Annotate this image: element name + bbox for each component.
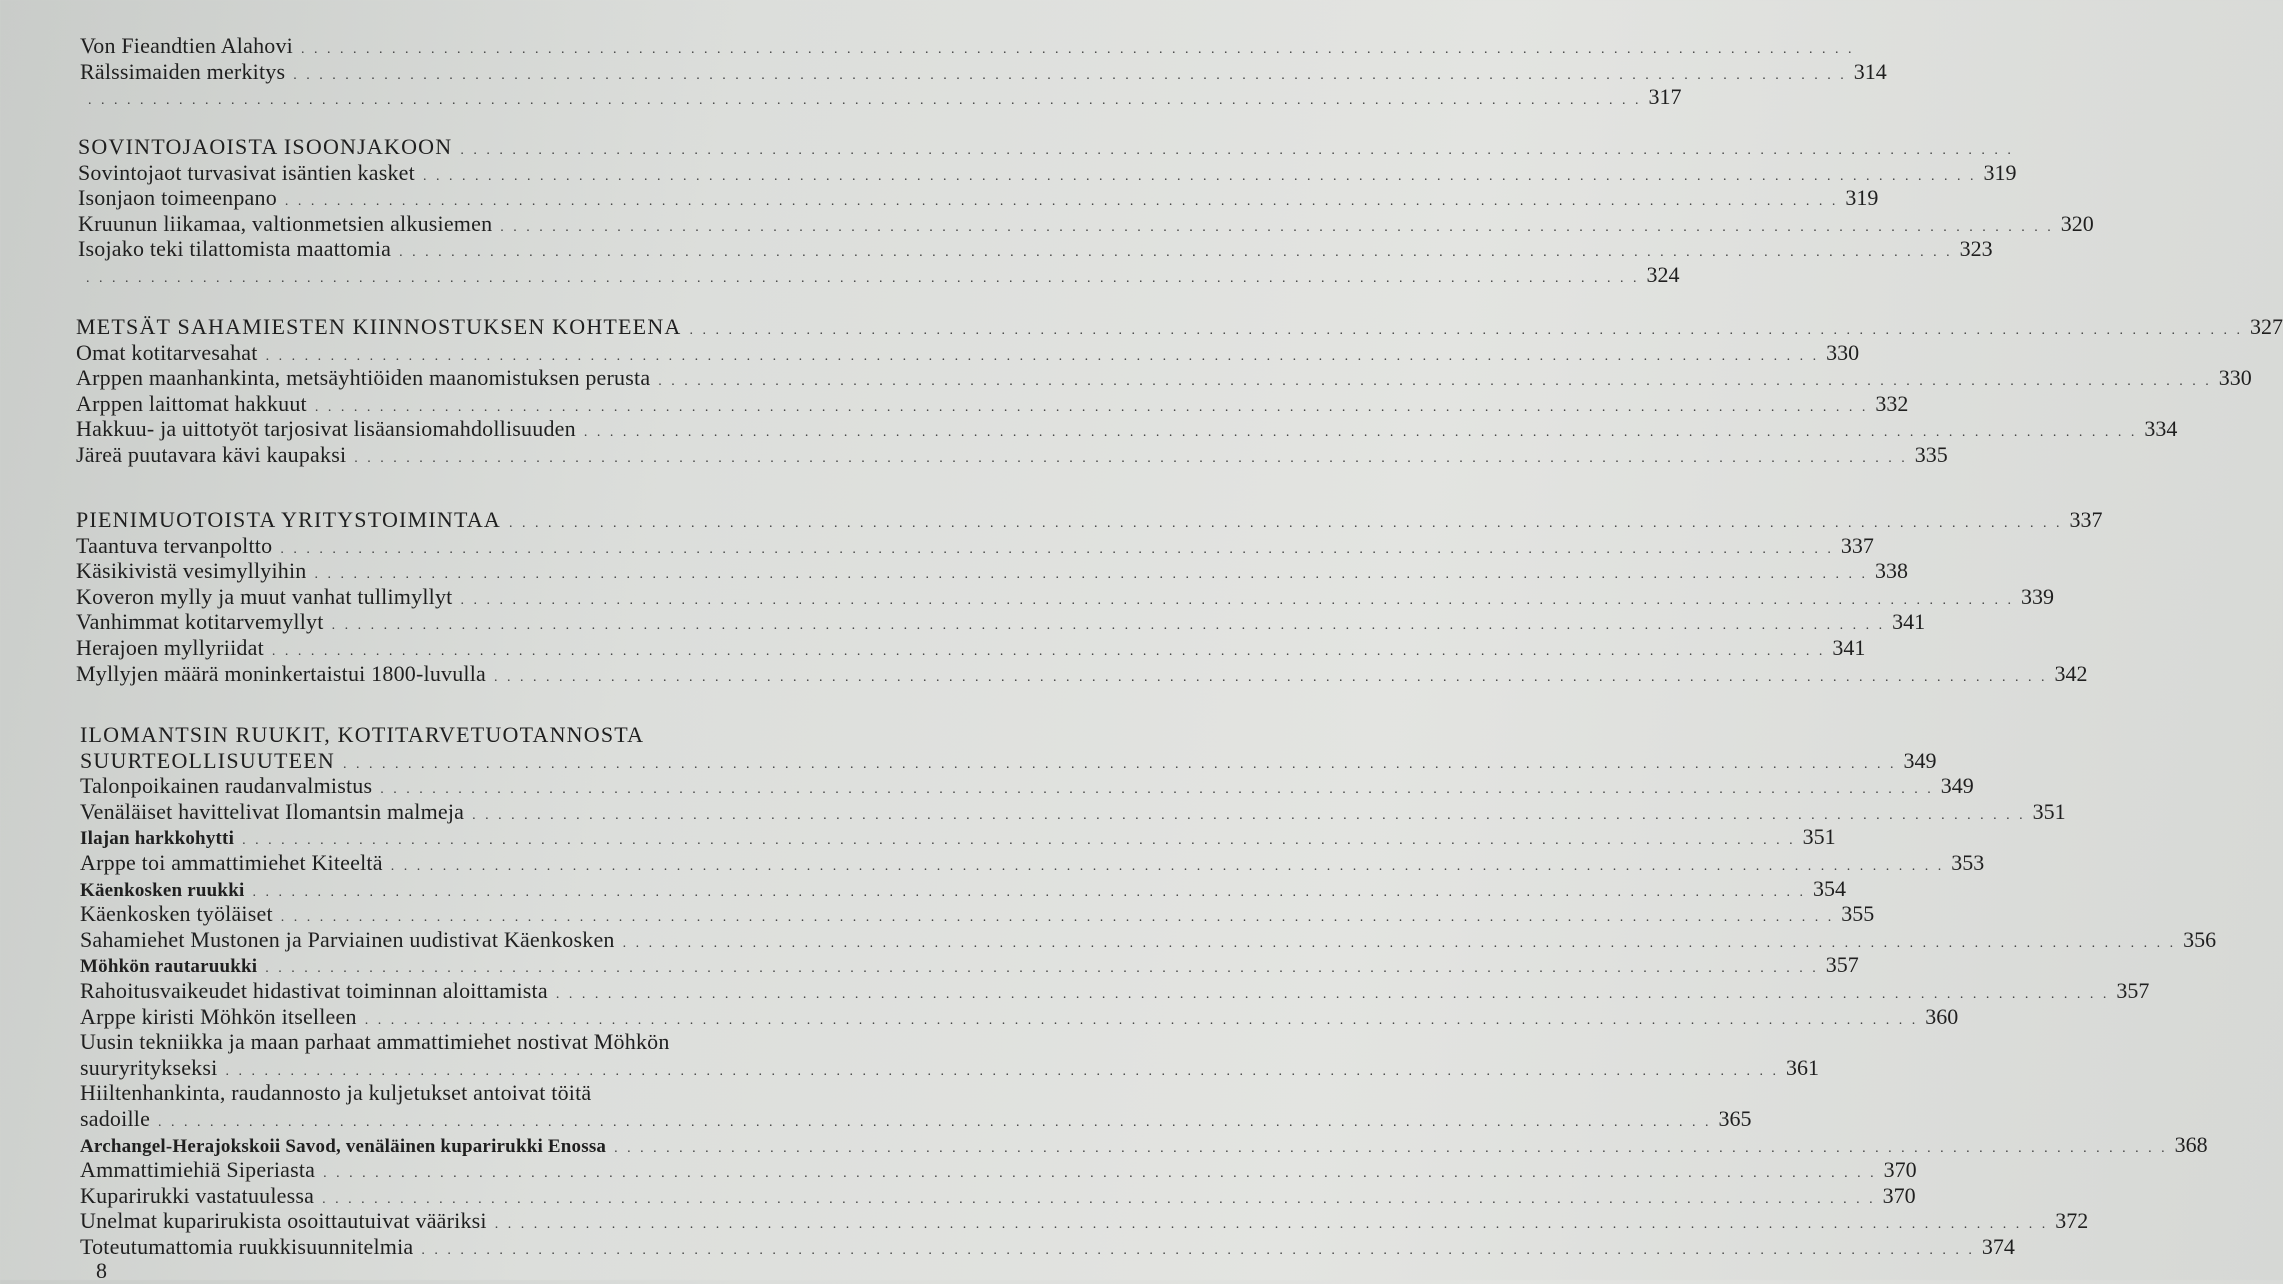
toc-page-number: 361 — [1785, 1054, 1819, 1080]
toc-page-number: 370 — [1882, 1182, 1916, 1208]
dot-leader: . . . . . . . . . . . . . . . . . . . . . . . . . . . . . . . . . . . . . . . . . . . . . . . . . . . . . . . . . . . . . . . . . . . . . . . . . . . . . . . . . . . . . . . . . . . . . . . . . . . . . . . . . . . . . . . . . . . . . . . . — [314, 567, 1868, 583]
toc-entry — [80, 1157, 1917, 1183]
toc-entry — [80, 1208, 2089, 1234]
toc-entry-title: Toteutumattomia ruukkisuunnitelmia — [80, 1233, 414, 1259]
toc-page-number: 356 — [2183, 926, 2217, 952]
toc-entry — [80, 952, 1859, 978]
toc-entry — [80, 773, 1974, 799]
toc-page-number: 338 — [1875, 558, 1908, 584]
dot-leader: . . . . . . . . . . . . . . . . . . . . . . . . . . . . . . . . . . . . . . . . . . . . . . . . . . . . . . . . . . . . . . . . . . . . . . . . . . . . . . . . . . . . . . . . . . . . . . . . . . . . . . . . . . . . . . . . . . . . . . . . — [271, 643, 1826, 659]
toc-entry — [76, 558, 1908, 584]
dot-leader: . . . . . . . . . . . . . . . . . . . . . . . . . . . . . . . . . . . . . . . . . . . . . . . . . . . . . . . . . . . . . . . . . . . . . . . . . . . . . . . . . . . . . . . . . . . . . . . . . . . . . . . . . . . . . . . . . . . . . . . . — [380, 782, 1934, 798]
dot-leader: . . . . . . . . . . . . . . . . . . . . . . . . . . . . . . . . . . . . . . . . . . . . . . . . . . . . . . . . . . . . . . . . . . . . . . . . . . . . . . . . . . . . . . . . . . . . . . . . . . . . . . . . . . . . . . . . . . . . . . . . — [460, 592, 2014, 608]
toc-page-number: 341 — [1832, 634, 1866, 660]
toc-entry — [80, 84, 1682, 110]
toc-entry — [80, 798, 2066, 825]
toc-entry — [80, 58, 1887, 85]
dot-leader: . . . . . . . . . . . . . . . . . . . . . . . . . . . . . . . . . . . . . . . . . . . . . . . . . . . . . . . . . . . . . . . . . . . . . . . . . . . . . . . . . . . . . . . . . . . . . . . . . . . . . . . . . . . . . . . . . . . . . . . . — [583, 425, 2138, 441]
toc-entry-title: Kuparirukki vastatuulessa — [80, 1182, 315, 1208]
toc-entry-title: METSÄT SAHAMIESTEN KIINNOSTUKSEN KOHTEENA — [76, 314, 682, 339]
dot-leader: . . . . . . . . . . . . . . . . . . . . . . . . . . . . . . . . . . . . . . . . . . . . . . . . . . . . . . . . . . . . . . . . . . . . . . . . . . . . . . . . . . . . . . . . . . . . . . . . . . . . . . . . . . . . . . . . . . . . . . . . — [86, 270, 1640, 286]
dot-leader: . . . . . . . . . . . . . . . . . . . . . . . . . . . . . . . . . . . . . . . . . . . . . . . . . . . . . . . . . . . . . . . . . . . . . . . . . . . . . . . . . . . . . . . . . . . . . . . . . . . . . . . . . . . . . . . . . . . . . . . . — [500, 219, 2054, 235]
toc-entry-title: Uusin tekniikka ja maan parhaat ammattimiehet nostivat Möhkön — [80, 1029, 670, 1055]
dot-leader: . . . . . . . . . . . . . . . . . . . . . . . . . . . . . . . . . . . . . . . . . . . . . . . . . . . . . . . . . . . . . . . . . . . . . . . . . . . . . . . . . . . . . . . . . . . . . . . . . . . . . . . . . . . . . . . . . . . . . . . . — [472, 807, 2026, 823]
toc-entry-title: Venäläiset havittelivat Ilomantsin malmeja — [80, 798, 465, 824]
toc-entry — [76, 609, 1926, 635]
toc-entry — [76, 532, 1874, 559]
toc-entry-title: Arppen laittomat hakkuut — [76, 390, 307, 416]
dot-leader: . . . . . . . . . . . . . . . . . . . . . . . . . . . . . . . . . . . . . . . . . . . . . . . . . . . . . . . . . . . . . . . . . . . . . . . . . . . . . . . . . . . . . . . . . . . . . . . . . . . . . . . . . . . . . . . . . . . . . . . . — [88, 93, 1642, 109]
toc-entry — [80, 33, 1855, 59]
dot-leader: . . . . . . . . . . . . . . . . . . . . . . . . . . . . . . . . . . . . . . . . . . . . . . . . . . . . . . . . . . . . . . . . . . . . . . . . . . . . . . . . . . . . . . . . . . . . . . . . . . . . . . . . . . . . . . . . . . . . . . . . — [689, 323, 2243, 338]
toc-heading — [78, 134, 2014, 160]
toc-page-number: 319 — [1983, 159, 2017, 185]
dot-leader: . . . . . . . . . . . . . . . . . . . . . . . . . . . . . . . . . . . . . . . . . . . . . . . . . . . . . . . . . . . . . . . . . . . . . . . . . . . . . . . . . . . . . . . . . . . . . . . . . . . . . . . . . . . . . . . . . . . . . . . . — [399, 245, 1953, 261]
dot-leader: . . . . . . . . . . . . . . . . . . . . . . . . . . . . . . . . . . . . . . . . . . . . . . . . . . . . . . . . . . . . . . . . . . . . . . . . . . . . . . . . . . . . . . . . . . . . . . . . . . . . . . . . . . . . . . . . . . . . . . . . — [494, 1217, 2049, 1233]
toc-heading — [76, 314, 2283, 340]
toc-heading — [76, 507, 2103, 533]
toc-entry — [80, 1054, 1819, 1081]
toc-page-number: 319 — [1845, 185, 1879, 211]
toc-entry — [80, 901, 1875, 927]
toc-section — [76, 507, 2103, 686]
toc-page-number: 351 — [1802, 824, 1836, 850]
toc-entry-title: SUURTEOLLISUUTEEN — [80, 747, 335, 773]
dot-leader: . . . . . . . . . . . . . . . . . . . . . . . . . . . . . . . . . . . . . . . . . . . . . . . . . . . . . . . . . . . . . . . . . . . . . . . . . . . . . . . . . . . . . . . . . . . . . . . . . . . . . . . . . . . . . . . . . . . . . . . . — [331, 618, 1886, 634]
dot-leader: . . . . . . . . . . . . . . . . . . . . . . . . . . . . . . . . . . . . . . . . . . . . . . . . . . . . . . . . . . . . . . . . . . . . . . . . . . . . . . . . . . . . . . . . . . . . . . . . . . . . . . . . . . . . . . . . . . . . . . . . — [242, 833, 1796, 849]
toc-entry-title: Koveron mylly ja muut vanhat tullimyllyt — [76, 583, 453, 609]
toc-entry — [80, 1080, 850, 1106]
toc-page-number: 349 — [1903, 747, 1937, 773]
toc-entry — [76, 339, 1860, 366]
toc-section — [80, 33, 1887, 110]
toc-entry-title: Järeä puutavara kävi kaupaksi — [76, 441, 347, 467]
toc-page-number: 324 — [1646, 261, 1680, 287]
toc-entry — [80, 1029, 850, 1055]
toc-entry-title: SOVINTOJAOISTA ISOONJAKOON — [78, 134, 453, 159]
toc-heading — [80, 747, 1937, 774]
toc-page-number: 355 — [1841, 901, 1875, 927]
toc-page-number: 372 — [2055, 1208, 2089, 1234]
toc-page-number: 327 — [2250, 314, 2283, 339]
toc-entry-title: Vanhimmat kotitarvemyllyt — [76, 609, 324, 635]
toc-entry — [80, 1131, 2208, 1158]
dot-leader: . . . . . . . . . . . . . . . . . . . . . . . . . . . . . . . . . . . . . . . . . . . . . . . . . . . . . . . . . . . . . . . . . . . . . . . . . . . . . . . . . . . . . . . . . . . . . . . . . . . . . . . . . . . . . . . . . . . . . . . . — [622, 935, 2177, 951]
dot-leader: . . . . . . . . . . . . . . . . . . . . . . . . . . . . . . . . . . . . . . . . . . . . . . . . . . . . . . . . . . . . . . . . . . . . . . . . . . . . . . . . . . . . . . . . . . . . . . . . . . . . . . . . . . . . . . . . . . . . . . . . — [614, 1140, 2168, 1156]
toc-page-number: 335 — [1914, 441, 1948, 467]
dot-leader: . . . . . . . . . . . . . . . . . . . . . . . . . . . . . . . . . . . . . . . . . . . . . . . . . . . . . . . . . . . . . . . . . . . . . . . . . . . . . . . . . . . . . . . . . . . . . . . . . . . . . . . . . . . . . . . . . . . . . . . . — [555, 986, 2110, 1002]
toc-entry-title: Omat kotitarvesahat — [76, 339, 258, 365]
toc-page-number: 339 — [2020, 583, 2054, 609]
toc-entry-title: Arppe kiristi Möhkön itselleen — [80, 1003, 357, 1029]
toc-entry-title: Ammattimiehiä Siperiasta — [80, 1157, 316, 1183]
dot-leader: . . . . . . . . . . . . . . . . . . . . . . . . . . . . . . . . . . . . . . . . . . . . . . . . . . . . . . . . . . . . . . . . . . . . . . . . . . . . . . . . . . . . . . . . . . . . . . . . . . . . . . . . . . . . . . . . . . . . . . . . — [364, 1012, 1919, 1028]
toc-entry-title: Ilajan harkkohytti — [80, 828, 235, 850]
toc-page-number: 337 — [2069, 507, 2103, 532]
toc-entry-title: Isojako teki tilattomista maattomia — [78, 236, 392, 262]
dot-leader: . . . . . . . . . . . . . . . . . . . . . . . . . . . . . . . . . . . . . . . . . . . . . . . . . . . . . . . . . . . . . . . . . . . . . . . . . . . . . . . . . . . . . . . . . . . . . . . . . . . . . . . . . . . . . . . . . . . . . . . . — [300, 42, 1855, 57]
toc-page-number: 351 — [2032, 798, 2066, 824]
toc-entry-title: ILOMANTSIN RUUKIT, KOTITARVETUOTANNOSTA — [80, 722, 645, 747]
toc-entry — [80, 875, 1846, 902]
toc-entry — [76, 441, 1948, 468]
toc-entry — [80, 1105, 1752, 1132]
dot-leader: . . . . . . . . . . . . . . . . . . . . . . . . . . . . . . . . . . . . . . . . . . . . . . . . . . . . . . . . . . . . . . . . . . . . . . . . . . . . . . . . . . . . . . . . . . . . . . . . . . . . . . . . . . . . . . . . . . . . . . . . — [422, 168, 1977, 184]
toc-entry — [78, 261, 1680, 288]
toc-entry — [80, 849, 1985, 876]
toc-section — [78, 134, 2094, 288]
toc-entry-title: Möhkön rautaruukki — [80, 956, 258, 978]
toc-entry-title: Käenkosken ruukki — [80, 879, 245, 901]
toc-page-number: 341 — [1892, 609, 1926, 635]
dot-leader: . . . . . . . . . . . . . . . . . . . . . . . . . . . . . . . . . . . . . . . . . . . . . . . . . . . . . . . . . . . . . . . . . . . . . . . . . . . . . . . . . . . . . . . . . . . . . . . . . . . . . . . . . . . . . . . . . . . . . . . . — [342, 756, 1897, 772]
toc-entry — [76, 583, 2054, 610]
toc-entry-title: Talonpoikainen raudanvalmistus — [80, 773, 373, 799]
toc-page-number: 354 — [1812, 875, 1846, 901]
toc-entry — [78, 159, 2017, 186]
toc-page-number: 323 — [1959, 236, 1993, 262]
dot-leader: . . . . . . . . . . . . . . . . . . . . . . . . . . . . . . . . . . . . . . . . . . . . . . . . . . . . . . . . . . . . . . . . . . . . . . . . . . . . . . . . . . . . . . . . . . . . . . . . . . . . . . . . . . . . . . . . . . . . . . . . — [354, 450, 1908, 466]
dot-leader: . . . . . . . . . . . . . . . . . . . . . . . . . . . . . . . . . . . . . . . . . . . . . . . . . . . . . . . . . . . . . . . . . . . . . . . . . . . . . . . . . . . . . . . . . . . . . . . . . . . . . . . . . . . . . . . . . . . . . . . . — [658, 374, 2212, 390]
dot-leader: . . . . . . . . . . . . . . . . . . . . . . . . . . . . . . . . . . . . . . . . . . . . . . . . . . . . . . . . . . . . . . . . . . . . . . . . . . . . . . . . . . . . . . . . . . . . . . . . . . . . . . . . . . . . . . . . . . . . . . . . — [265, 348, 1820, 364]
toc-entry-title: PIENIMUOTOISTA YRITYSTOIMINTAA — [76, 507, 502, 532]
toc-page-number: 370 — [1883, 1157, 1917, 1183]
toc-entry-title: Käsikivistä vesimyllyihin — [76, 558, 307, 584]
toc-entry — [80, 824, 1836, 850]
toc-entry — [76, 390, 1909, 417]
toc-entry — [76, 365, 2252, 391]
toc-page-number: 330 — [2218, 365, 2252, 391]
toc-page-number: 357 — [2116, 977, 2150, 1003]
dot-leader: . . . . . . . . . . . . . . . . . . . . . . . . . . . . . . . . . . . . . . . . . . . . . . . . . . . . . . . . . . . . . . . . . . . . . . . . . . . . . . . . . . . . . . . . . . . . . . . . . . . . . . . . . . . . . . . . . . . . . . . . — [314, 399, 1869, 415]
toc-entry-title: Arppen maanhankinta, metsäyhtiöiden maanomistuksen perusta — [76, 365, 651, 391]
toc-section — [76, 314, 2283, 468]
toc-entry-title: sadoille — [80, 1105, 151, 1131]
toc-heading — [80, 722, 850, 748]
dot-leader: . . . . . . . . . . . . . . . . . . . . . . . . . . . . . . . . . . . . . . . . . . . . . . . . . . . . . . . . . . . . . . . . . . . . . . . . . . . . . . . . . . . . . . . . . . . . . . . . . . . . . . . . . . . . . . . . . . . . . . . . — [293, 67, 1847, 83]
dot-leader: . . . . . . . . . . . . . . . . . . . . . . . . . . . . . . . . . . . . . . . . . . . . . . . . . . . . . . . . . . . . . . . . . . . . . . . . . . . . . . . . . . . . . . . . . . . . . . . . . . . . . . . . . . . . . . . . . . . . . . . . — [494, 669, 2048, 685]
toc-entry — [80, 1003, 1959, 1030]
toc-entry-title: Rahoitusvaikeudet hidastivat toiminnan aloittamista — [80, 977, 548, 1003]
toc-entry-title: Arppe toi ammattimiehet Kiteeltä — [80, 849, 383, 875]
toc-entry — [78, 185, 1879, 211]
dot-leader: . . . . . . . . . . . . . . . . . . . . . . . . . . . . . . . . . . . . . . . . . . . . . . . . . . . . . . . . . . . . . . . . . . . . . . . . . . . . . . . . . . . . . . . . . . . . . . . . . . . . . . . . . . . . . . . . . . . . . . . . — [390, 858, 1945, 874]
toc-page-number: 349 — [1940, 773, 1974, 799]
dot-leader: . . . . . . . . . . . . . . . . . . . . . . . . . . . . . . . . . . . . . . . . . . . . . . . . . . . . . . . . . . . . . . . . . . . . . . . . . . . . . . . . . . . . . . . . . . . . . . . . . . . . . . . . . . . . . . . . . . . . . . . . — [225, 1063, 1779, 1079]
toc-page-number: 330 — [1826, 339, 1860, 365]
toc-entry — [80, 1233, 2015, 1260]
toc-section — [80, 722, 2217, 1259]
dot-leader: . . . . . . . . . . . . . . . . . . . . . . . . . . . . . . . . . . . . . . . . . . . . . . . . . . . . . . . . . . . . . . . . . . . . . . . . . . . . . . . . . . . . . . . . . . . . . . . . . . . . . . . . . . . . . . . . . . . . . . . . — [284, 194, 1839, 210]
toc-page-number: 357 — [1825, 952, 1859, 978]
toc-entry-title: Myllyjen määrä moninkertaistui 1800-luvulla — [76, 660, 487, 686]
toc-page-number: 365 — [1718, 1105, 1752, 1131]
toc-page-number: 368 — [2174, 1131, 2208, 1157]
dot-leader: . . . . . . . . . . . . . . . . . . . . . . . . . . . . . . . . . . . . . . . . . . . . . . . . . . . . . . . . . . . . . . . . . . . . . . . . . . . . . . . . . . . . . . . . . . . . . . . . . . . . . . . . . . . . . . . . . . . . . . . . — [280, 910, 1835, 926]
dot-leader: . . . . . . . . . . . . . . . . . . . . . . . . . . . . . . . . . . . . . . . . . . . . . . . . . . . . . . . . . . . . . . . . . . . . . . . . . . . . . . . . . . . . . . . . . . . . . . . . . . . . . . . . . . . . . . . . . . . . . . . . — [252, 884, 1806, 900]
toc-page-number: 317 — [1648, 84, 1682, 110]
dot-leader: . . . . . . . . . . . . . . . . . . . . . . . . . . . . . . . . . . . . . . . . . . . . . . . . . . . . . . . . . . . . . . . . . . . . . . . . . . . . . . . . . . . . . . . . . . . . . . . . . . . . . . . . . . . . . . . . . . . . . . . . — [323, 1166, 1877, 1182]
toc-entry-title: Taantuva tervanpoltto — [76, 532, 273, 558]
toc-entry-title: Herajoen myllyriidat — [76, 634, 264, 660]
toc-entry — [76, 660, 2088, 687]
toc-page-number: 334 — [2144, 416, 2178, 442]
toc-entry-title: Sahamiehet Mustonen ja Parviainen uudistivat Käenkosken — [80, 926, 615, 952]
dot-leader: . . . . . . . . . . . . . . . . . . . . . . . . . . . . . . . . . . . . . . . . . . . . . . . . . . . . . . . . . . . . . . . . . . . . . . . . . . . . . . . . . . . . . . . . . . . . . . . . . . . . . . . . . . . . . . . . . . . . . . . . — [509, 516, 2063, 531]
toc-entry — [80, 926, 2217, 953]
dot-leader: . . . . . . . . . . . . . . . . . . . . . . . . . . . . . . . . . . . . . . . . . . . . . . . . . . . . . . . . . . . . . . . . . . . . . . . . . . . . . . . . . . . . . . . . . . . . . . . . . . . . . . . . . . . . . . . . . . . . . . . . — [322, 1191, 1876, 1207]
toc-entry-title: Von Fieandtien Alahovi — [80, 33, 293, 58]
toc-entry — [76, 416, 2178, 442]
toc-page-number: 332 — [1875, 390, 1909, 416]
toc-entry — [78, 210, 2094, 237]
toc-entry — [80, 977, 2150, 1004]
toc-entry — [76, 634, 1866, 661]
toc-entry-title: Unelmat kuparirukista osoittautuivat vääriksi — [80, 1208, 487, 1234]
toc-entry-title: Rälssimaiden merkitys — [80, 58, 286, 84]
toc-page-number: 374 — [1981, 1233, 2015, 1259]
toc-entry-title: Hiiltenhankinta, raudannosto ja kuljetukset antoivat töitä — [80, 1080, 592, 1106]
toc-page-number: 353 — [1951, 849, 1985, 875]
dot-leader: . . . . . . . . . . . . . . . . . . . . . . . . . . . . . . . . . . . . . . . . . . . . . . . . . . . . . . . . . . . . . . . . . . . . . . . . . . . . . . . . . . . . . . . . . . . . . . . . . . . . . . . . . . . . . . . . . . . . . . . . — [460, 143, 2014, 158]
dot-leader: . . . . . . . . . . . . . . . . . . . . . . . . . . . . . . . . . . . . . . . . . . . . . . . . . . . . . . . . . . . . . . . . . . . . . . . . . . . . . . . . . . . . . . . . . . . . . . . . . . . . . . . . . . . . . . . . . . . . . . . . — [421, 1242, 1975, 1258]
toc-entry — [80, 1182, 1916, 1209]
toc-page-number: 337 — [1840, 532, 1874, 558]
toc-entry-title: Käenkosken työläiset — [80, 901, 273, 927]
dot-leader: . . . . . . . . . . . . . . . . . . . . . . . . . . . . . . . . . . . . . . . . . . . . . . . . . . . . . . . . . . . . . . . . . . . . . . . . . . . . . . . . . . . . . . . . . . . . . . . . . . . . . . . . . . . . . . . . . . . . . . . . — [158, 1114, 1712, 1130]
toc-entry-title: Hakkuu- ja uittotyöt tarjosivat lisäansiomahdollisuuden — [76, 416, 576, 442]
toc-entry-title: Sovintojaot turvasivat isäntien kasket — [78, 159, 415, 185]
page-number: 8 — [96, 1258, 107, 1283]
toc-entry-title: Archangel-Herajokskoii Savod, venäläinen kuparirukki Enossa — [80, 1135, 607, 1157]
dot-leader: . . . . . . . . . . . . . . . . . . . . . . . . . . . . . . . . . . . . . . . . . . . . . . . . . . . . . . . . . . . . . . . . . . . . . . . . . . . . . . . . . . . . . . . . . . . . . . . . . . . . . . . . . . . . . . . . . . . . . . . . — [280, 541, 1834, 557]
toc-entry — [78, 236, 1993, 262]
toc-entry-title: Kruunun liikamaa, valtionmetsien alkusiemen — [78, 210, 493, 236]
toc-entry-title: suuryritykseksi — [80, 1054, 218, 1080]
toc-page-number: 320 — [2060, 210, 2094, 236]
toc-entry-title: Isonjaon toimeenpano — [78, 185, 277, 211]
toc-page-number: 314 — [1853, 58, 1887, 84]
toc-page-number: 342 — [2054, 660, 2088, 686]
dot-leader: . . . . . . . . . . . . . . . . . . . . . . . . . . . . . . . . . . . . . . . . . . . . . . . . . . . . . . . . . . . . . . . . . . . . . . . . . . . . . . . . . . . . . . . . . . . . . . . . . . . . . . . . . . . . . . . . . . . . . . . . — [265, 961, 1819, 977]
toc-page-number: 360 — [1925, 1003, 1959, 1029]
